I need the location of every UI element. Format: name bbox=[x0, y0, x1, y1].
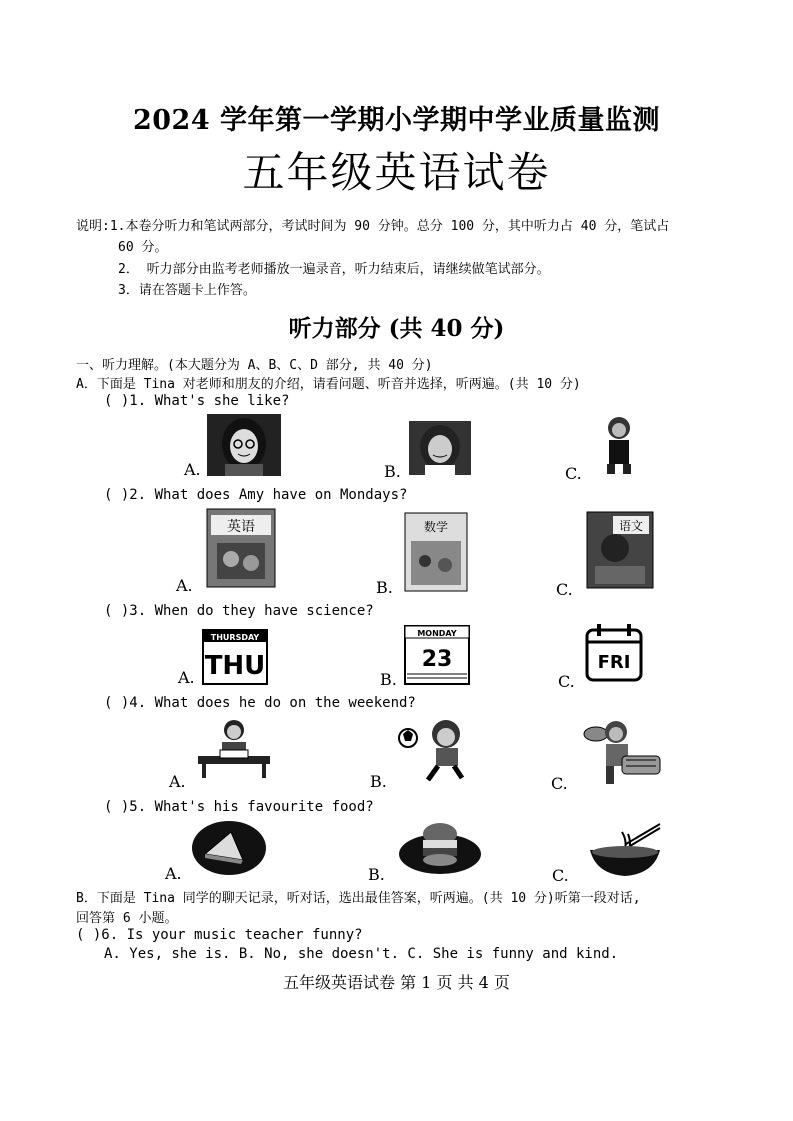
q3-calendar-c bbox=[585, 624, 643, 682]
question-1: ( )1. What's she like? bbox=[104, 393, 290, 409]
q3-a-day-main: THU bbox=[204, 651, 266, 681]
section-title: 听力部分 (共 40 分) bbox=[288, 315, 505, 342]
q5-picture-c bbox=[588, 822, 662, 878]
q1-picture-a bbox=[207, 414, 281, 476]
q2-option-c: C. bbox=[556, 580, 573, 599]
part-b-intro-2: 回答第 6 小题。 bbox=[76, 911, 178, 926]
q3-option-c: C. bbox=[558, 672, 575, 691]
part1-heading: 一、听力理解。(本大题分为 A、B、C、D 部分, 共 40 分) bbox=[76, 358, 433, 373]
q5-picture-b bbox=[398, 818, 482, 876]
q2-picture-a bbox=[207, 509, 275, 587]
note-line-2: 2． 听力部分由监考老师播放一遍录音，听力结束后，请继续做笔试部分。 bbox=[118, 262, 550, 277]
q5-option-b: B. bbox=[368, 865, 385, 884]
q3-option-a: A. bbox=[178, 668, 195, 687]
q1-option-a: A. bbox=[184, 460, 201, 479]
q4-picture-a bbox=[196, 718, 272, 778]
q1-picture-c bbox=[597, 414, 641, 476]
q3-calendar-a bbox=[203, 630, 267, 684]
q4-option-a: A. bbox=[169, 772, 186, 791]
page-footer: 五年级英语试卷 第 1 页 共 4 页 bbox=[283, 973, 510, 992]
q3-c-day-main: FRI bbox=[597, 652, 631, 673]
q2-book-a-label: 英语 bbox=[227, 519, 255, 535]
q3-a-day-top: THURSDAY bbox=[210, 633, 260, 642]
q3-calendar-b bbox=[405, 626, 469, 684]
note-line-1b: 60 分。 bbox=[118, 240, 168, 255]
part-a-intro: A．下面是 Tina 对老师和朋友的介绍，请看问题、听音并选择，听两遍。(共 10 分) bbox=[76, 377, 581, 392]
q1-option-b: B. bbox=[384, 462, 401, 481]
note-line-3: 3．请在答题卡上作答。 bbox=[118, 283, 256, 298]
q4-option-c: C. bbox=[551, 774, 568, 793]
q4-option-b: B. bbox=[370, 772, 387, 791]
question-5: ( )5. What's his favourite food? bbox=[104, 799, 374, 815]
q3-option-b: B. bbox=[380, 670, 397, 689]
note-line-1: 说明:1.本卷分听力和笔试两部分，考试时间为 90 分钟。总分 100 分，其中听力占 40 分，笔试占 bbox=[76, 219, 670, 234]
question-6-options: A. Yes, she is. B. No, she doesn't. C. She is funny and kind. bbox=[104, 946, 619, 962]
question-3: ( )3. When do they have science? bbox=[104, 603, 374, 619]
q1-picture-b bbox=[409, 421, 471, 475]
question-6: ( )6. Is your music teacher funny? bbox=[76, 927, 363, 943]
q1-option-c: C. bbox=[565, 464, 582, 483]
exam-title: 2024 学年第一学期小学期中学业质量监测 bbox=[132, 105, 661, 136]
q3-b-day-top: MONDAY bbox=[417, 629, 457, 638]
q4-picture-b bbox=[398, 716, 470, 788]
q5-option-c: C. bbox=[552, 866, 569, 885]
q5-option-a: A. bbox=[165, 864, 182, 883]
exam-subtitle: 五年级英语试卷 bbox=[242, 148, 551, 197]
question-2: ( )2. What does Amy have on Mondays? bbox=[104, 487, 408, 503]
q5-picture-a bbox=[191, 818, 267, 876]
q2-option-b: B. bbox=[376, 578, 393, 597]
q2-picture-c bbox=[587, 512, 653, 588]
q2-book-c-label: 语文 bbox=[618, 519, 644, 533]
q2-picture-b bbox=[405, 513, 467, 591]
q4-picture-c bbox=[582, 718, 664, 786]
question-4: ( )4. What does he do on the weekend? bbox=[104, 695, 416, 711]
q2-book-b-label: 数学 bbox=[423, 520, 449, 534]
q2-option-a: A. bbox=[176, 576, 193, 595]
part-b-intro: B．下面是 Tina 同学的聊天记录，听对话，选出最佳答案，听两遍。(共 10 分)听第一段对话, bbox=[76, 891, 641, 906]
q3-b-day-main: 23 bbox=[421, 647, 453, 672]
